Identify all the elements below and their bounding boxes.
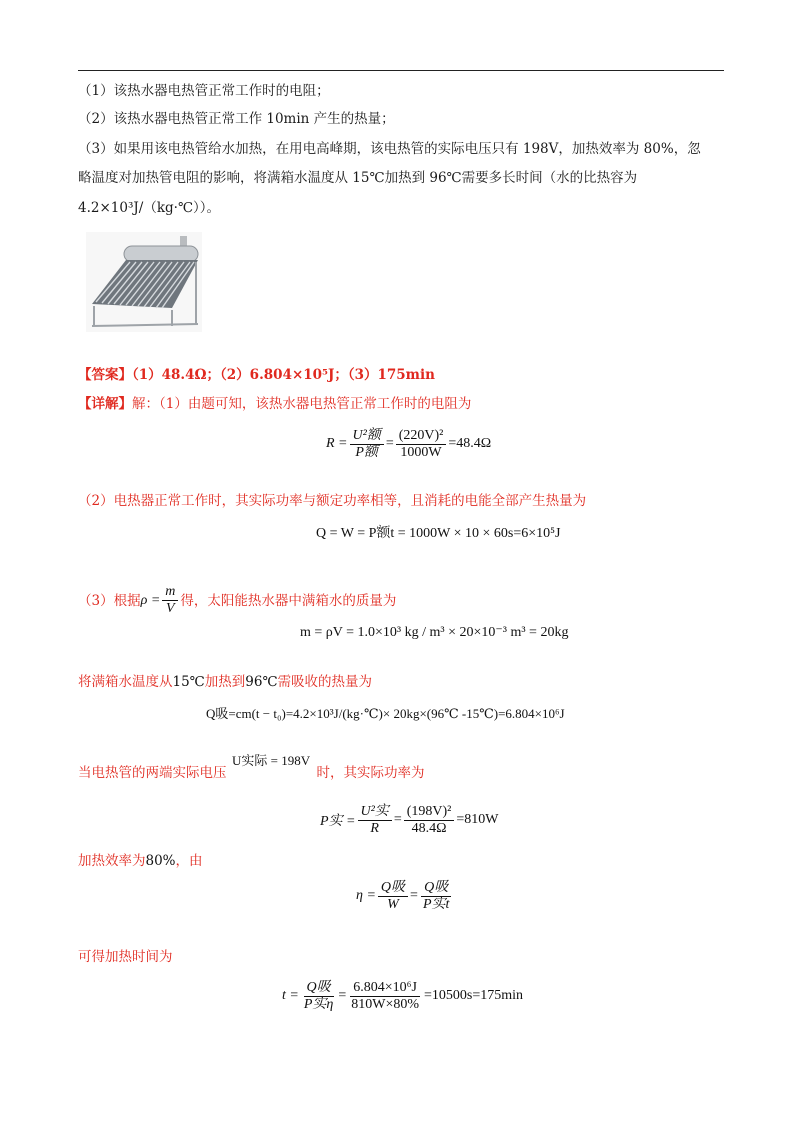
question-part-3-line-3: 4.2×10³J/（kg·℃））。 — [78, 200, 221, 216]
voltage-prefix: 当电热管的两端实际电压 — [78, 765, 227, 781]
time-equation: t = $\frac{\text{Q吸}}{\text{P实η}}$ = $\frac{\text{6.804×10⁶J}}{810W\times 80\%}$ =10500s=175min — [282, 979, 524, 1012]
detail-label: 【详解】 — [78, 396, 132, 412]
efficiency-equation: η = $\frac{\text{Q吸}}{W}$ = $\frac{\text{Q吸}}{\text{P实t}}$ — [356, 879, 450, 912]
solar-water-heater-image — [86, 232, 202, 332]
question-part-1: （1）该热水器电热管正常工作时的电阻； — [78, 83, 330, 99]
efficiency-suffix: ，由 — [175, 853, 203, 869]
actual-voltage: U实际 = 198V — [232, 752, 311, 768]
heat-equation: Q = W = P额t = 1000W × 10 × 60s=6×10⁵J — [316, 526, 561, 541]
absorbed-heat-equation: Q吸=cm(t − t₀)=4.2×10³J/(kg·℃)× 20kg×(96℃ -15℃)=6.804×10⁶J — [206, 705, 565, 721]
question-part-3-line-1: （3）如果用该电热管给水加热，在用电高峰期，该电热管的实际电压只有 198V，加热效率为 80%，忽 — [78, 141, 701, 157]
density-formula: ρ = $\frac{m}{V}$ — [141, 584, 181, 617]
mass-equation: m = ρV = 1.0×10³ kg / m³ × 20×10⁻³ m³ = 20kg — [300, 624, 569, 640]
heat-temp-start: 15℃ — [172, 674, 205, 690]
question-part-3-line-2: 略温度对加热管电阻的影响，将满箱水温度从 15℃加热到 96℃需要多长时间（水的比热容为 — [78, 170, 638, 186]
answer-text: （1）48.4Ω；（2）6.804×10⁵J；（3）175min — [132, 367, 435, 383]
time-intro: 可得加热时间为 — [78, 949, 173, 965]
power-equation: P实 = $\frac{\text{U²实}}{R}$ = $\frac{\text{(198V)²}}{48.4\Omega}$ =810W — [320, 803, 499, 836]
detail-part-2: （2）电热器正常工作时，其实际功率与额定功率相等，且消耗的电能全部产生热量为 — [78, 493, 587, 509]
detail-part-3-suffix: 得，太阳能热水器中满箱水的质量为 — [180, 592, 397, 609]
voltage-suffix: 时，其实际功率为 — [316, 765, 425, 781]
heat-mid: 加热到 — [204, 674, 246, 690]
answer-label: 【答案】 — [78, 367, 132, 383]
detail-intro: 解：（1）由题可知，该热水器电热管正常工作时的电阻为 — [132, 396, 472, 412]
question-part-2: （2）该热水器电热管正常工作 10min 产生的热量； — [78, 111, 395, 127]
detail-part-3-prefix: （3）根据 — [78, 592, 141, 609]
heat-temp-end: 96℃ — [245, 674, 278, 690]
efficiency-prefix: 加热效率为 — [78, 853, 146, 869]
header-rule — [78, 70, 724, 71]
heat-suffix: 需吸收的热量为 — [277, 674, 373, 690]
resistance-equation: R = $\frac{\text{U²额}}{\text{P额}}$ = $\frac{\text{(220V)²}}{1000W}$ =48.4Ω — [326, 427, 492, 460]
efficiency-value: 80% — [145, 853, 176, 869]
heat-prefix: 将满箱水温度从 — [78, 674, 173, 690]
